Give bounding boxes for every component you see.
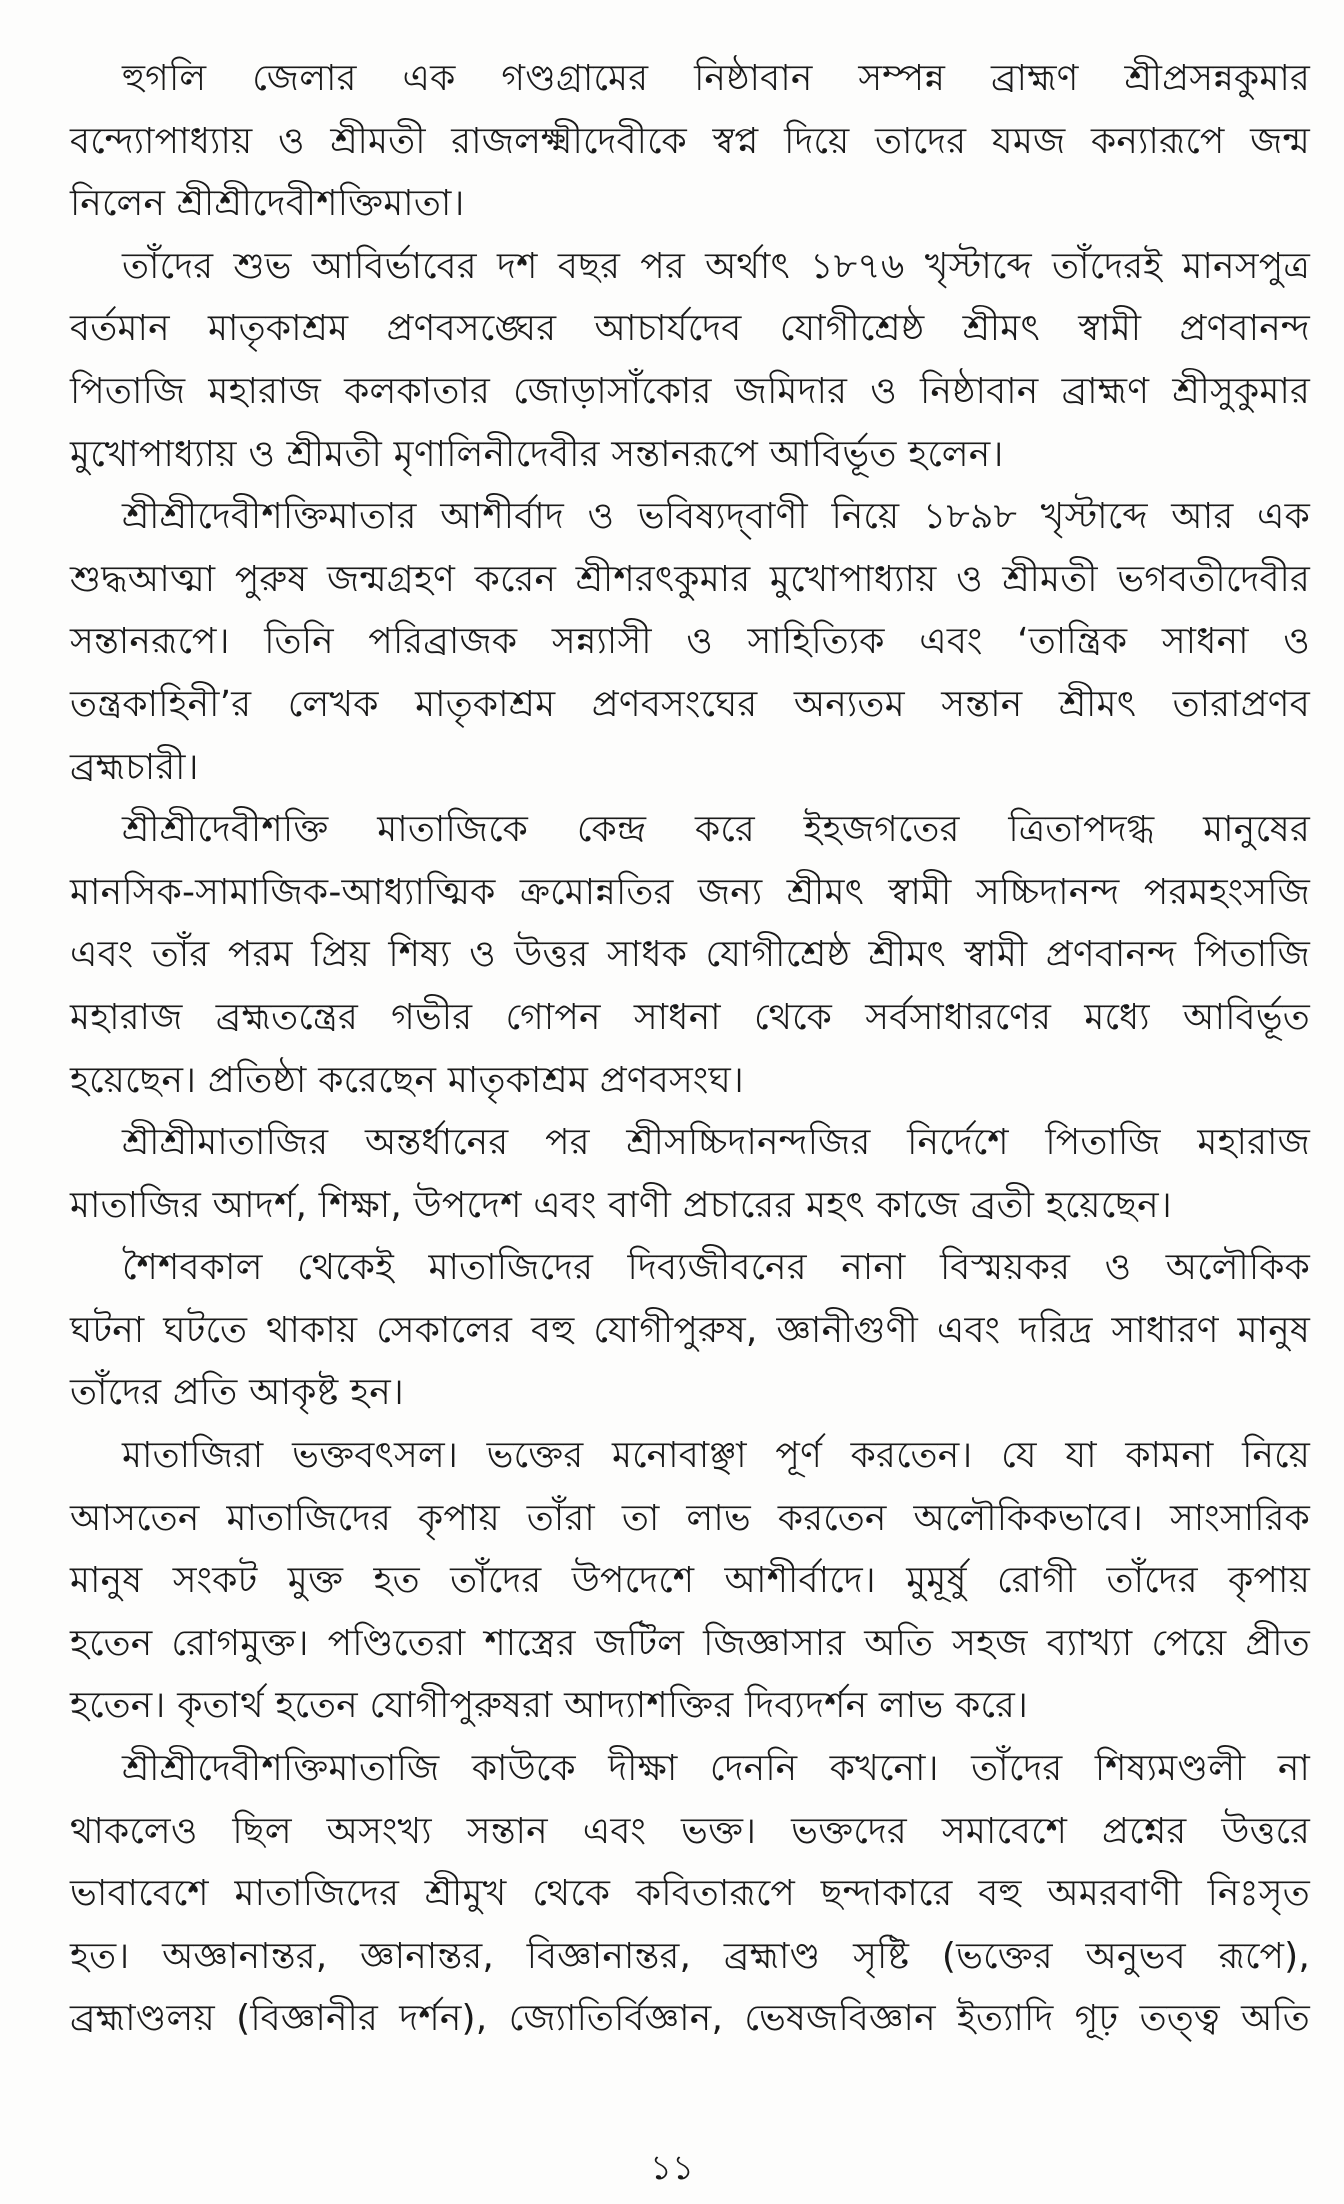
text-line: আসতেন মাতাজিদের কৃপায় তাঁরা তা লাভ করতেন অলৌকিকভাবে। সাংসারিক — [70, 1497, 1310, 1539]
text-line: মাতাজিরা ভক্তবৎসল। ভক্তের মনোবাঞ্ছা পূর্ণ করতেন। যে যা কামনা নিয়ে — [122, 1435, 1310, 1477]
text-line: তাঁদের প্রতি আকৃষ্ট হন। — [70, 1372, 404, 1414]
text-line: মাতাজির আদর্শ, শিক্ষা, উপদেশ এবং বাণী প্রচারের মহৎ কাজে ব্রতী হয়েছেন। — [70, 1184, 1172, 1226]
paragraph — [70, 1738, 1310, 2051]
text-line: মুখোপাধ্যায় ও শ্রীমতী মৃণালিনীদেবীর সন্তানরূপে আবির্ভূত হলেন। — [70, 433, 1004, 475]
text-line: ভাবাবেশে মাতাজিদের শ্রীমুখ থেকে কবিতারূপে ছন্দাকারে বহু অমরবাণী নিঃসৃত — [70, 1873, 1310, 1915]
paragraph — [70, 799, 1310, 1112]
text-line: তন্ত্রকাহিনী’র লেখক মাতৃকাশ্রম প্রণবসংঘের অন্যতম সন্তান শ্রীমৎ তারাপ্রণব — [70, 683, 1310, 725]
text-line: হত। অজ্ঞানান্তর, জ্ঞানান্তর, বিজ্ঞানান্তর, ব্রহ্মাণ্ড সৃষ্টি (ভক্তের অনুভব রূপে), — [70, 1935, 1310, 1977]
text-line: নিলেন শ্রীশ্রীদেবীশক্তিমাতা। — [70, 183, 465, 225]
paragraph — [70, 1112, 1310, 1237]
text-line: সন্তানরূপে। তিনি পরিব্রাজক সন্ন্যাসী ও সাহিত্যিক এবং ‘তান্ত্রিক সাধনা ও — [70, 621, 1310, 663]
text-line: থাকলেও ছিল অসংখ্য সন্তান এবং ভক্ত। ভক্তদের সমাবেশে প্রশ্নের উত্তরে — [70, 1810, 1310, 1852]
text-line: মহারাজ ব্রহ্মতন্ত্রের গভীর গোপন সাধনা থেকে সর্বসাধারণের মধ্যে আবির্ভূত — [70, 996, 1310, 1038]
page-number: ১১ — [649, 2148, 695, 2188]
paragraph — [70, 236, 1310, 486]
text-line: শ্রীশ্রীদেবীশক্তিমাতাজি কাউকে দীক্ষা দেননি কখনো। তাঁদের শিষ্যমণ্ডলী না — [122, 1748, 1310, 1790]
text-line: শৈশবকাল থেকেই মাতাজিদের দিব্যজীবনের নানা বিস্ময়কর ও অলৌকিক — [122, 1247, 1310, 1289]
paragraph — [70, 48, 1310, 236]
text-line: এবং তাঁর পরম প্রিয় শিষ্য ও উত্তর সাধক যোগীশ্রেষ্ঠ শ্রীমৎ স্বামী প্রণবানন্দ পিতাজি — [70, 934, 1310, 976]
text-line: বন্দ্যোপাধ্যায় ও শ্রীমতী রাজলক্ষ্মীদেবীকে স্বপ্ন দিয়ে তাদের যমজ কন্যারূপে জন্ম — [70, 120, 1310, 162]
text-line: হতেন রোগমুক্ত। পণ্ডিতেরা শাস্ত্রের জটিল জিজ্ঞাসার অতি সহজ ব্যাখ্যা পেয়ে প্রীত — [70, 1622, 1310, 1664]
text-line: ব্রহ্মচারী। — [70, 746, 199, 788]
paragraph — [70, 1237, 1310, 1425]
text-line: শ্রীশ্রীমাতাজির অন্তর্ধানের পর শ্রীসচ্চিদানন্দজির নির্দেশে পিতাজি মহারাজ — [122, 1122, 1310, 1164]
paragraph — [70, 486, 1310, 799]
body-text — [70, 48, 1310, 2051]
paragraph — [70, 1425, 1310, 1738]
text-line: মানুষ সংকট মুক্ত হত তাঁদের উপদেশে আশীর্বাদে। মুমূর্ষু রোগী তাঁদের কৃপায় — [70, 1560, 1310, 1602]
text-line: মানসিক-সামাজিক-আধ্যাত্মিক ক্রমোন্নতির জন্য শ্রীমৎ স্বামী সচ্চিদানন্দ পরমহংসজি — [70, 871, 1310, 913]
text-line: বর্তমান মাতৃকাশ্রম প্রণবসঙ্ঘের আচার্যদেব যোগীশ্রেষ্ঠ শ্রীমৎ স্বামী প্রণবানন্দ — [70, 308, 1310, 350]
text-line: পিতাজি মহারাজ কলকাতার জোড়াসাঁকোর জমিদার ও নিষ্ঠাবান ব্রাহ্মণ শ্রীসুকুমার — [70, 370, 1310, 412]
text-line: তাঁদের শুভ আবির্ভাবের দশ বছর পর অর্থাৎ ১৮৭৬ খৃস্টাব্দে তাঁদেরই মানসপুত্র — [122, 245, 1310, 287]
text-line: হয়েছেন। প্রতিষ্ঠা করেছেন মাতৃকাশ্রম প্রণবসংঘ। — [70, 1059, 744, 1101]
text-line: ব্রহ্মাণ্ডলয় (বিজ্ঞানীর দর্শন), জ্যোতির্বিজ্ঞান, ভেষজবিজ্ঞান ইত্যাদি গূঢ় তত্ত্ব অতি — [70, 1998, 1310, 2040]
text-line: শুদ্ধআত্মা পুরুষ জন্মগ্রহণ করেন শ্রীশরৎকুমার মুখোপাধ্যায় ও শ্রীমতী ভগবতীদেবীর — [70, 558, 1310, 600]
text-line: শ্রীশ্রীদেবীশক্তি মাতাজিকে কেন্দ্র করে ইহজগতের ত্রিতাপদগ্ধ মানুষের — [122, 809, 1310, 851]
text-line: হতেন। কৃতার্থ হতেন যোগীপুরুষরা আদ্যাশক্তির দিব্যদর্শন লাভ করে। — [70, 1685, 1029, 1727]
text-line: ঘটনা ঘটতে থাকায় সেকালের বহু যোগীপুরুষ, জ্ঞানীগুণী এবং দরিদ্র সাধারণ মানুষ — [70, 1309, 1310, 1351]
text-line: হুগলি জেলার এক গণ্ডগ্রামের নিষ্ঠাবান সম্পন্ন ব্রাহ্মণ শ্রীপ্রসন্নকুমার — [122, 58, 1310, 99]
text-line: শ্রীশ্রীদেবীশক্তিমাতার আশীর্বাদ ও ভবিষ্যদ্‌বাণী নিয়ে ১৮৯৮ খৃস্টাব্দে আর এক — [122, 496, 1310, 538]
